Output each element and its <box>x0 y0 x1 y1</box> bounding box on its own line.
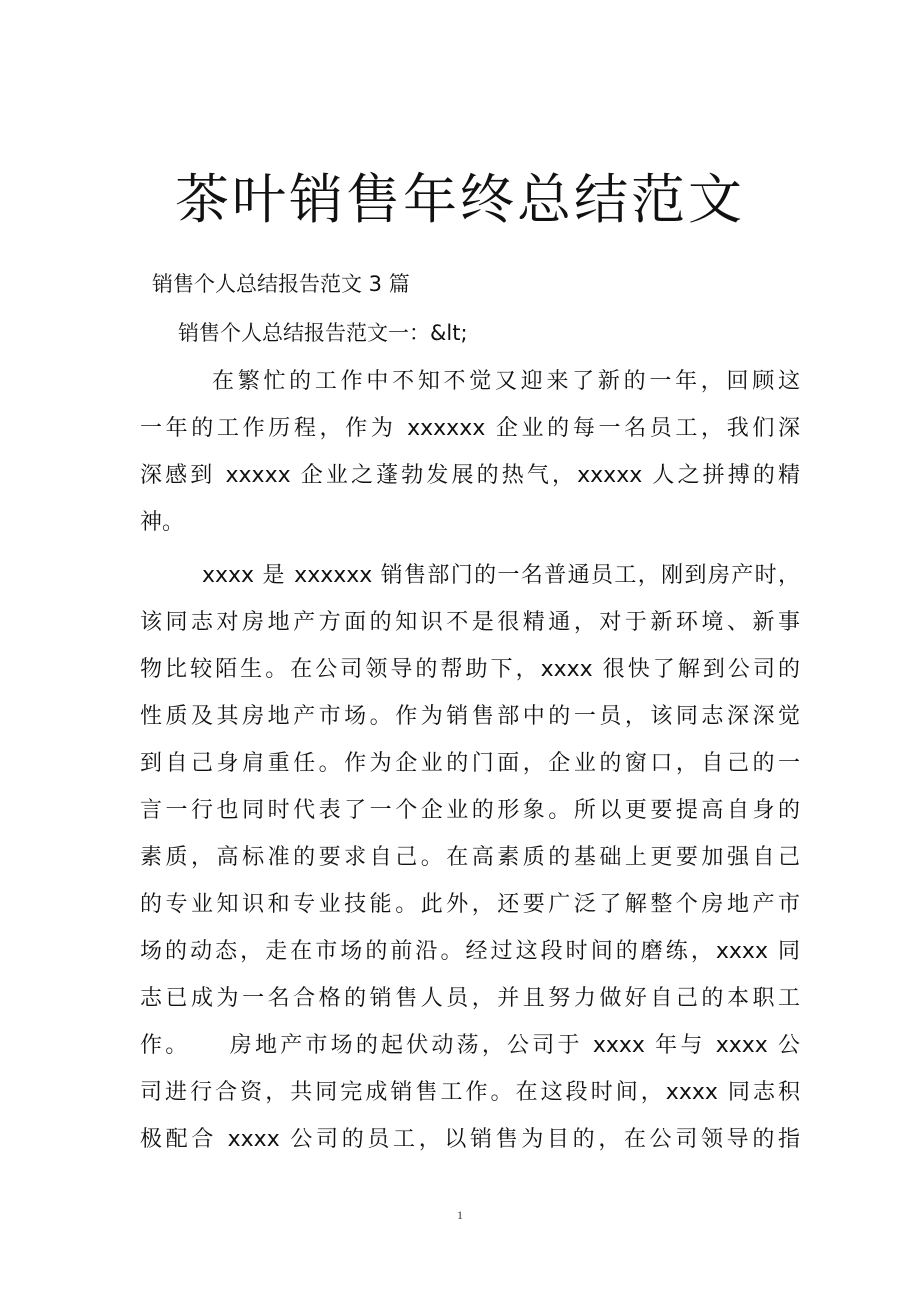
body-line: 物比较陌生。在公司领导的帮助下，xxxx 很快了解到公司的 <box>140 657 800 682</box>
body-line: 极配合 xxxx 公司的员工，以销售为目的，在公司领导的指 <box>140 1127 800 1152</box>
body-line: 深感到 xxxxx 企业之蓬勃发展的热气，xxxxx 人之拼搏的精 <box>140 463 800 488</box>
document-title: 茶叶销售年终总结范文 <box>175 168 745 231</box>
body-line: 神。 <box>140 510 185 535</box>
section-heading: 销售个人总结报告范文一：&lt; <box>178 321 468 345</box>
body-line: 到自己身肩重任。作为企业的门面，企业的窗口，自己的一 <box>140 751 800 776</box>
body-line: 在繁忙的工作中不知不觉又迎来了新的一年，回顾这 <box>212 369 800 394</box>
body-line: 场的动态，走在市场的前沿。经过这段时间的磨练，xxxx 同 <box>140 939 800 964</box>
document-subtitle: 销售个人总结报告范文 3 篇 <box>152 272 410 296</box>
body-line: 司进行合资，共同完成销售工作。在这段时间，xxxx 同志积 <box>140 1080 800 1105</box>
body-line: xxxx 是 xxxxxx 销售部门的一名普通员工，刚到房产时， <box>202 563 800 588</box>
body-line: 作。 房地产市场的起伏动荡，公司于 xxxx 年与 xxxx 公 <box>140 1033 800 1058</box>
body-line: 该同志对房地产方面的知识不是很精通，对于新环境、新事 <box>140 610 800 635</box>
body-line: 言一行也同时代表了一个企业的形象。所以更要提高自身的 <box>140 798 800 823</box>
body-line: 性质及其房地产市场。作为销售部中的一员，该同志深深觉 <box>140 704 800 729</box>
body-line: 的专业知识和专业技能。此外，还要广泛了解整个房地产市 <box>140 892 800 917</box>
page-number: 1 <box>457 1208 463 1222</box>
body-line: 志已成为一名合格的销售人员，并且努力做好自己的本职工 <box>140 986 800 1011</box>
body-line: 一年的工作历程，作为 xxxxxx 企业的每一名员工，我们深 <box>140 416 800 441</box>
body-line: 素质，高标准的要求自己。在高素质的基础上更要加强自己 <box>140 845 800 870</box>
